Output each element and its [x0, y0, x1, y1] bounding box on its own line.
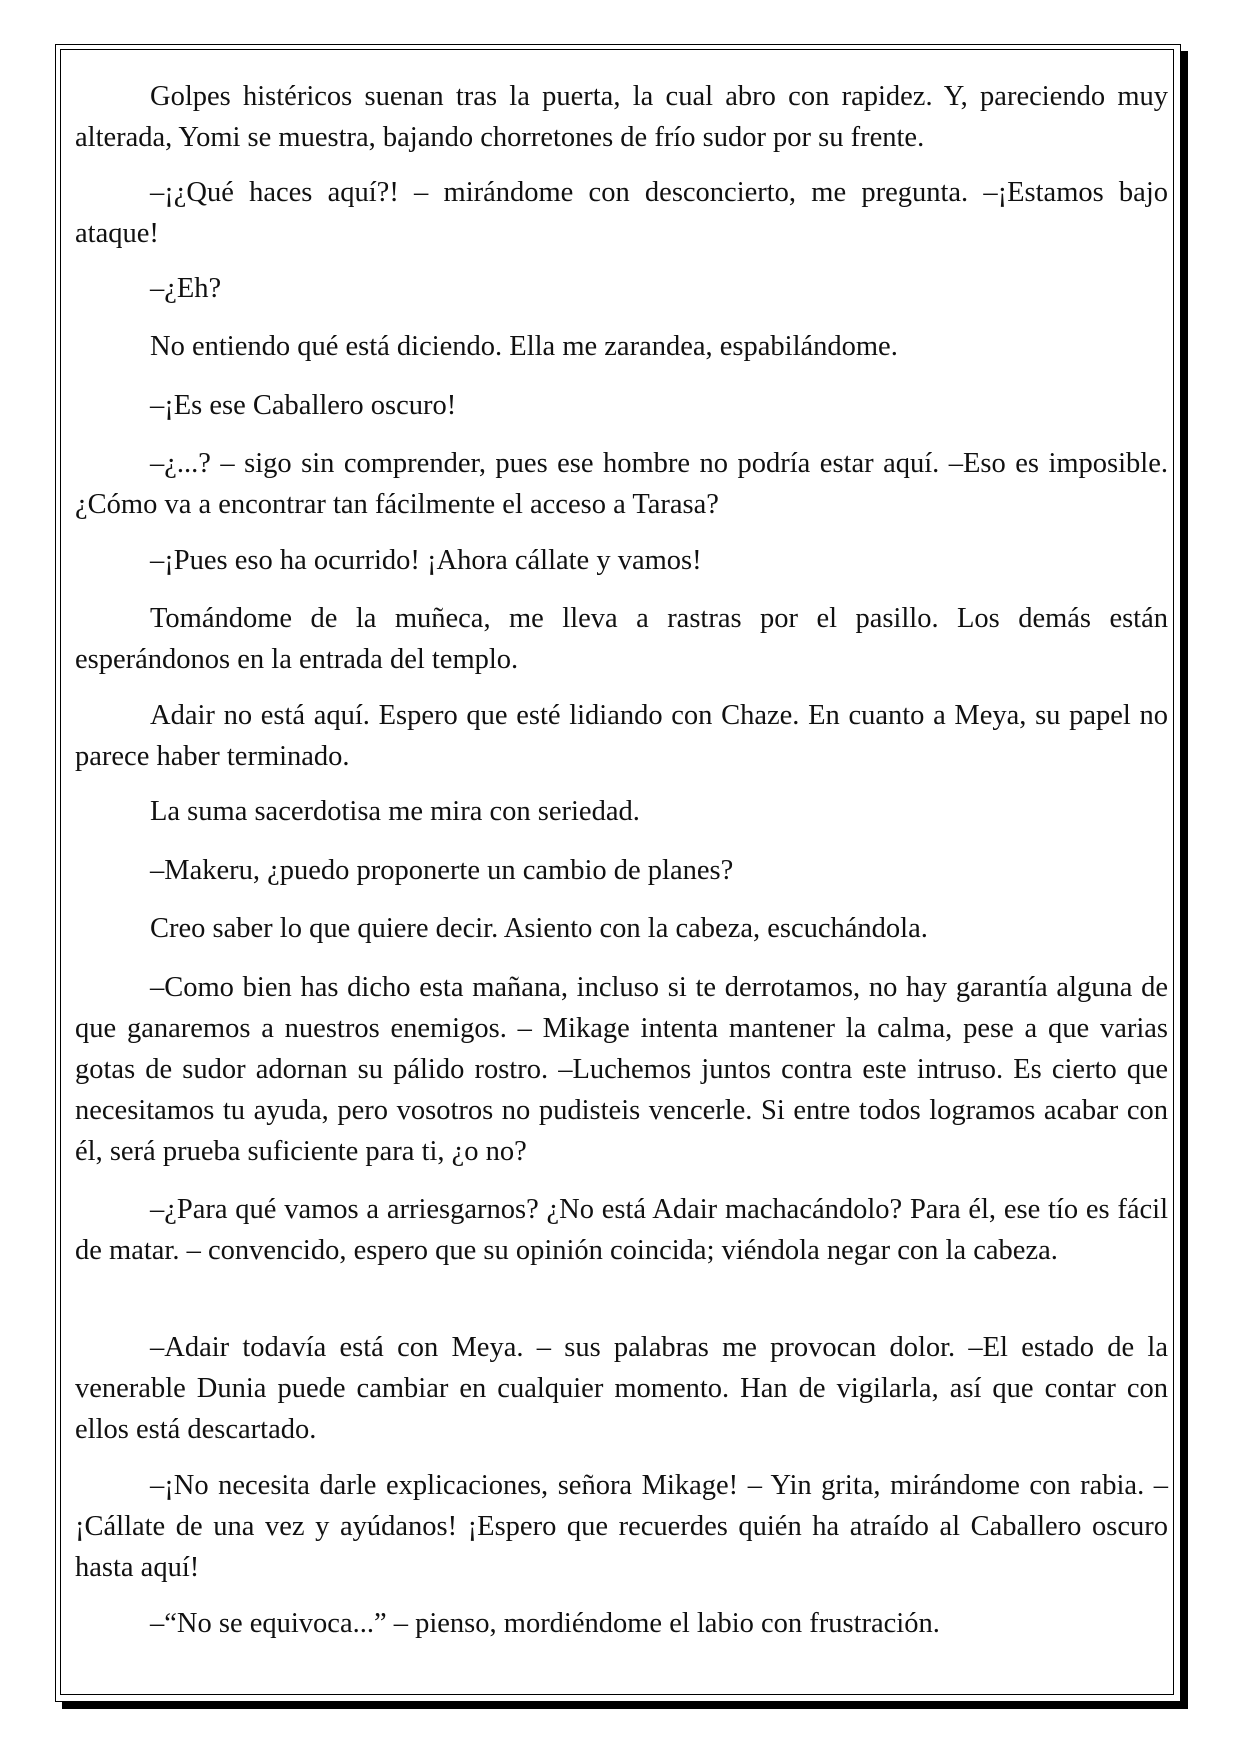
paragraph: No entiendo qué está diciendo. Ella me zarandea, espabilándome. — [150, 331, 898, 362]
paragraph: Creo saber lo que quiere decir. Asiento con la cabeza, escuchándola. — [150, 913, 928, 944]
paragraph: –¡Es ese Caballero oscuro! — [150, 390, 457, 421]
paragraph: –¡Pues eso ha ocurrido! ¡Ahora cállate y vamos! — [150, 545, 702, 576]
paragraph: –“No se equivoca...” – pienso, mordiéndome el labio con frustración. — [150, 1608, 940, 1639]
paragraph: –Makeru, ¿puedo proponerte un cambio de planes? — [150, 855, 734, 886]
paragraph: –¿Eh? — [150, 273, 222, 304]
paragraph: Tomándome de la muñeca, me lleva a rastras por el pasillo. Los demás están esperándonos en la entrada del templo. — [75, 603, 1168, 675]
paragraph: –Adair todavía está con Meya. – sus palabras me provocan dolor. –El estado de la venerable Dunia puede cambiar en cualquier momento. Han de vigilarla, así que contar con ellos está descartado. — [75, 1332, 1168, 1445]
paragraph: Golpes histéricos suenan tras la puerta, la cual abro con rapidez. Y, pareciendo muy alterada, Yomi se muestra, bajando chorretones de frío sudor por su frente. — [75, 81, 1168, 153]
paragraph: –¡No necesita darle explicaciones, señora Mikage! – Yin grita, mirándome con rabia. –¡Cállate de una vez y ayúdanos! ¡Espero que recuerdes quién ha atraído al Caballero oscuro hasta aquí! — [75, 1470, 1168, 1583]
paragraph: La suma sacerdotisa me mira con seriedad. — [150, 796, 640, 827]
paragraph: –¿...? – sigo sin comprender, pues ese hombre no podría estar aquí. –Eso es imposible. ¿Cómo va a encontrar tan fácilmente el acceso a Tarasa? — [75, 448, 1168, 520]
paragraph: –Como bien has dicho esta mañana, incluso si te derrotamos, no hay garantía alguna de que ganaremos a nuestros enemigos. – Mikage intenta mantener la calma, pese a que varias gotas de sudor adornan su pálido rostro. –Luchemos juntos contra este intruso. Es cierto que necesitamos tu ayuda, pero vosotros no pudisteis vencerle. Si entre todos logramos acabar con él, será prueba suficiente para ti, ¿o no? — [75, 972, 1168, 1167]
paragraph: –¡¿Qué haces aquí?! – mirándome con desconcierto, me pregunta. –¡Estamos bajo ataque! — [75, 177, 1168, 249]
paragraph: –¿Para qué vamos a arriesgarnos? ¿No está Adair machacándolo? Para él, ese tío es fácil de matar. – convencido, espero que su opinión coincida; viéndola negar con la cabeza. — [75, 1194, 1168, 1266]
paragraph: Adair no está aquí. Espero que esté lidiando con Chaze. En cuanto a Meya, su papel no parece haber terminado. — [75, 700, 1168, 772]
